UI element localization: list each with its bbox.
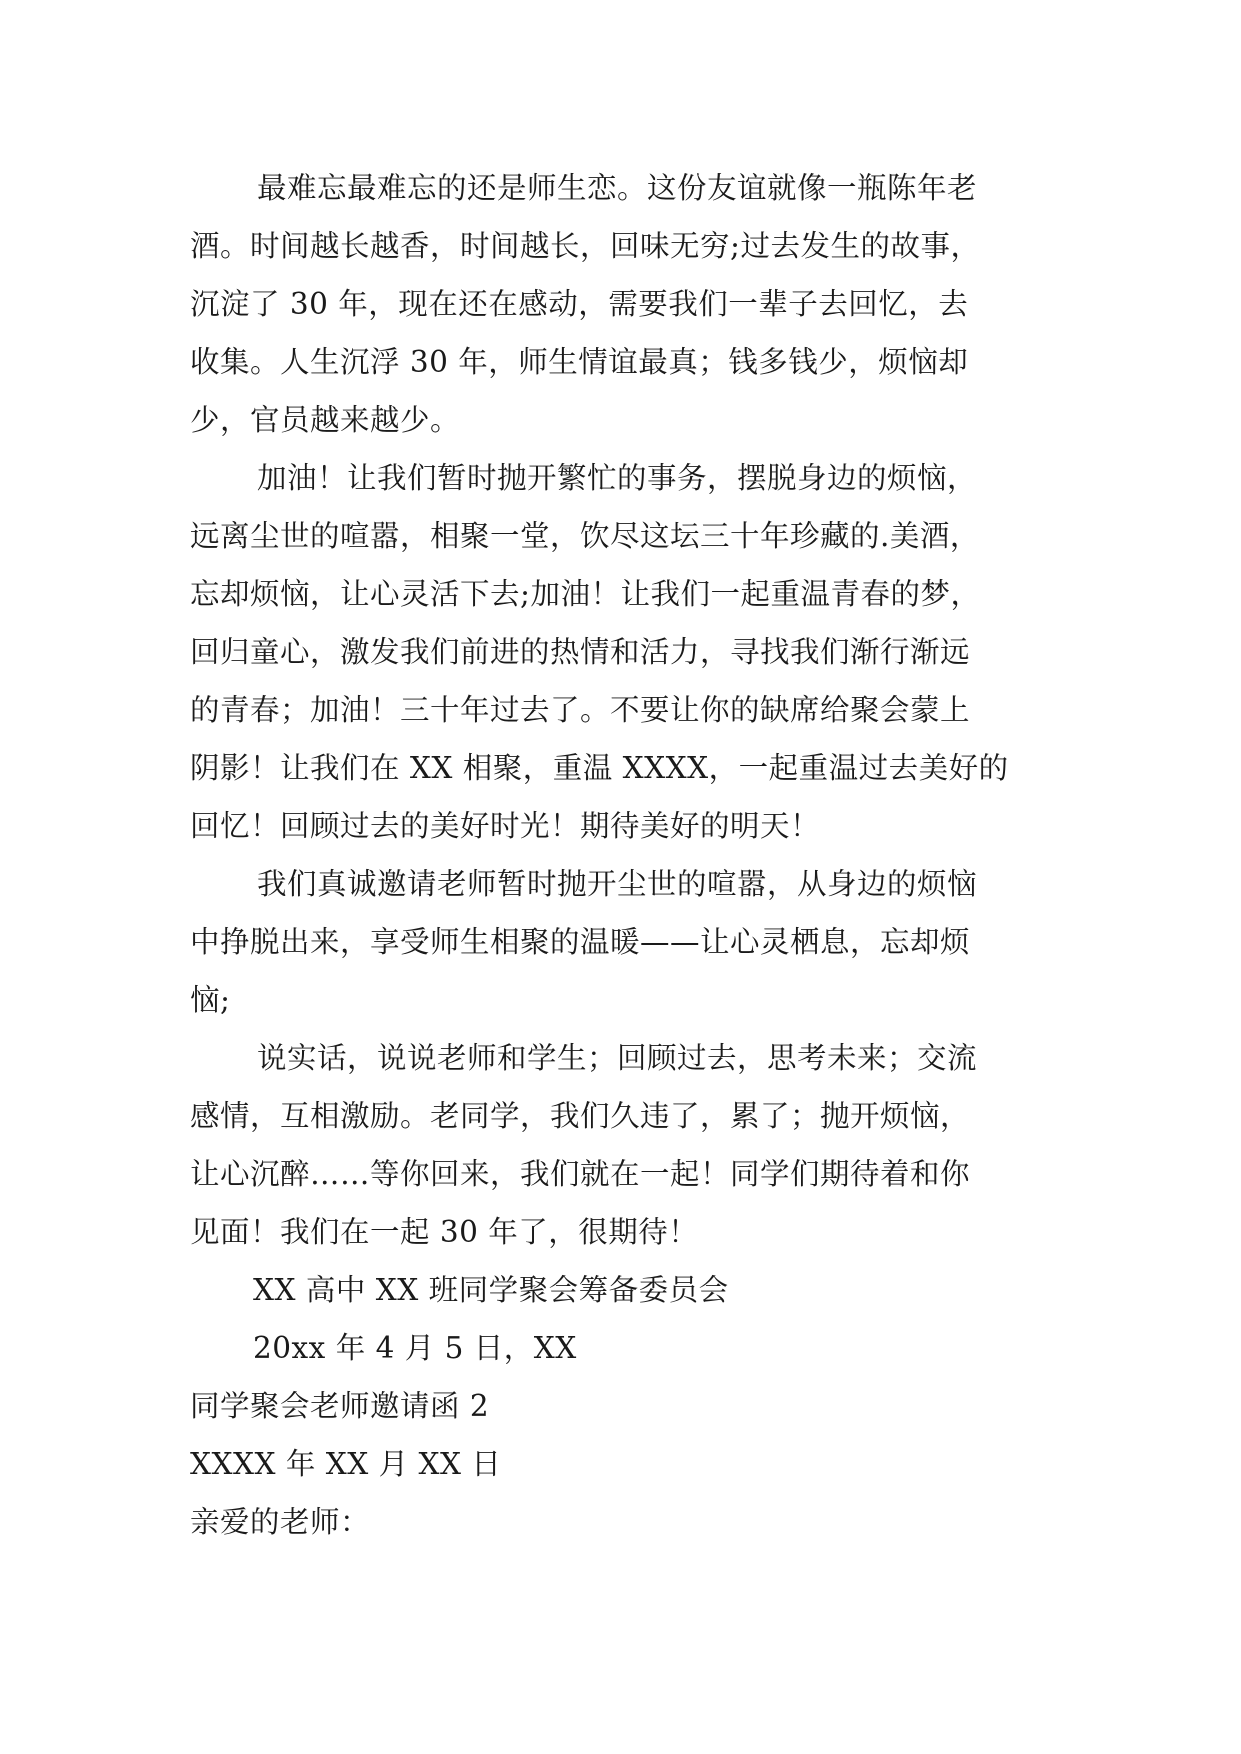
paragraph-4-line-2: 感情，互相激励。老同学，我们久违了，累了；抛开烦恼， xyxy=(190,1099,971,1133)
paragraph-1-line-4: 收集。人生沉浮 30 年，师生情谊最真；钱多钱少，烦恼却 xyxy=(190,345,969,379)
paragraph-2-line-6: 阴影！让我们在 XX 相聚，重温 XXXX，一起重温过去美好的 xyxy=(190,751,1009,785)
paragraph-3-line-3: 恼; xyxy=(190,983,231,1017)
paragraph-1-line-3: 沉淀了 30 年，现在还在感动，需要我们一辈子去回忆，去 xyxy=(190,287,969,321)
signature-committee: XX 高中 XX 班同学聚会筹备委员会 xyxy=(253,1273,729,1307)
paragraph-3-line-1: 我们真诚邀请老师暂时抛开尘世的喧嚣，从身边的烦恼 xyxy=(257,867,978,901)
section-title: 同学聚会老师邀请函 2 xyxy=(190,1389,490,1423)
paragraph-2-line-7: 回忆！回顾过去的美好时光！期待美好的明天！ xyxy=(190,809,821,843)
paragraph-4-line-1: 说实话，说说老师和学生；回顾过去，思考未来；交流 xyxy=(257,1041,978,1075)
paragraph-1-line-1: 最难忘最难忘的还是师生恋。这份友谊就像一瓶陈年老 xyxy=(257,171,978,205)
paragraph-1-line-2: 酒。时间越长越香，时间越长，回味无穷;过去发生的故事， xyxy=(190,229,981,263)
paragraph-4-line-4: 见面！我们在一起 30 年了，很期待！ xyxy=(190,1215,699,1249)
salutation: 亲爱的老师： xyxy=(190,1505,371,1539)
paragraph-2-line-5: 的青春；加油！三十年过去了。不要让你的缺席给聚会蒙上 xyxy=(190,693,971,727)
paragraph-2-line-2: 远离尘世的喧嚣，相聚一堂，饮尽这坛三十年珍藏的.美酒， xyxy=(190,519,980,553)
paragraph-2-line-3: 忘却烦恼，让心灵活下去;加油！让我们一起重温青春的梦， xyxy=(190,577,981,611)
paragraph-2-line-4: 回归童心，激发我们前进的热情和活力，寻找我们渐行渐远 xyxy=(190,635,971,669)
paragraph-1-line-5: 少，官员越来越少。 xyxy=(190,403,461,437)
paragraph-3-line-2: 中挣脱出来，享受师生相聚的温暖——让心灵栖息，忘却烦 xyxy=(190,925,971,959)
signature-date: 20xx 年 4 月 5 日，XX xyxy=(253,1331,577,1365)
paragraph-4-line-3: 让心沉醉……等你回来，我们就在一起！同学们期待着和你 xyxy=(190,1157,971,1191)
letter-date: XXXX 年 XX 月 XX 日 xyxy=(190,1447,502,1481)
paragraph-2-line-1: 加油！让我们暂时抛开繁忙的事务，摆脱身边的烦恼， xyxy=(257,461,978,495)
